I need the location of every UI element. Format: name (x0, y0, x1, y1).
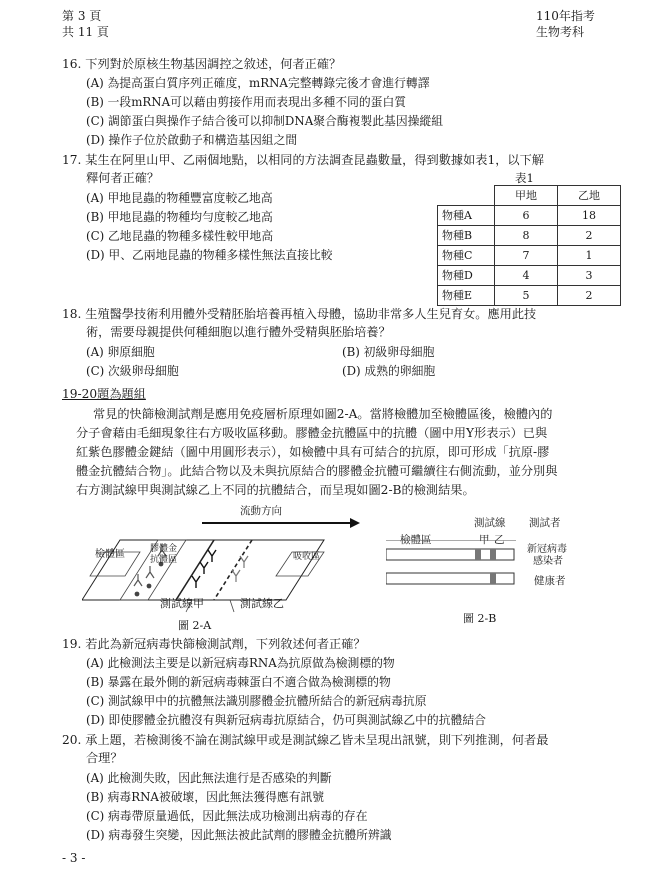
total-pages: 共 11 頁 (62, 25, 109, 39)
table-row-header: 物種D (438, 266, 495, 286)
q16-option-a: (A) 為提高蛋白質序列正確度，mRNA完整轉錄完後才會進行轉譯 (86, 76, 430, 90)
infected-line-a (475, 549, 481, 560)
healthy-line-b (490, 573, 496, 584)
q18-option-a: (A) 卵原細胞 (86, 345, 155, 359)
table-row (438, 286, 621, 306)
table-cell: 6 (495, 206, 558, 226)
q16-option-b: (B) 一段mRNA可以藉由剪接作用而表現出多種不同的蛋白質 (86, 95, 407, 109)
table-row (438, 226, 621, 246)
figure-2a (82, 500, 372, 630)
absorb-zone-label: 吸收區 (293, 552, 321, 562)
table-cell: 1 (558, 246, 621, 266)
q19-option-b: (B) 暴露在最外側的新冠病毒棘蛋白不適合做為檢測標的物 (86, 675, 391, 689)
gold-particle-icon (147, 584, 152, 589)
fig2b-testline-label: 測試線 (474, 517, 506, 529)
table-row (438, 266, 621, 286)
table-header-cell: 乙地 (558, 186, 621, 206)
fig2b-jia-label: 甲 (479, 534, 490, 546)
gold-particle-icon (135, 592, 140, 597)
q20-option-d: (D) 病毒發生突變，因此無法被此試劑的膠體金抗體所辨識 (86, 828, 392, 842)
gold-antibody-zone-label (150, 544, 177, 566)
q17-option-c: (C) 乙地昆蟲的物種多樣性較甲地高 (86, 229, 274, 243)
table-cell: 3 (558, 266, 621, 286)
flow-direction-label: 流動方向 (240, 505, 282, 517)
table-cell: 2 (558, 286, 621, 306)
infected-line-b (490, 549, 496, 560)
table-row (438, 246, 621, 266)
table-row-header: 物種B (438, 226, 495, 246)
group-paragraph-line4: 體金抗體結合物」。此結合物以及未與抗原結合的膠體金抗體可繼續往右側流動，並分別與 (76, 464, 558, 478)
q19-option-c: (C) 測試線甲中的抗體無法識別膠體金抗體所結合的新冠病毒抗原 (86, 694, 427, 708)
q20-stem-line1: 20. 承上題，若檢測後不論在測試線甲或是測試線乙皆未呈現出訊號，則下列推測，何者最 (62, 733, 549, 747)
test-line-a-mark (176, 540, 214, 600)
table-row-header: 物種A (438, 206, 495, 226)
table1 (437, 185, 621, 306)
figure-2b-caption: 圖 2-B (463, 612, 497, 625)
exam-year: 110年指考 (536, 9, 595, 23)
q19-stem: 19. 若此為新冠病毒快篩檢測試劑，下列敘述何者正確？ (62, 637, 366, 651)
q16-option-d: (D) 操作子位於啟動子和構造基因組之間 (86, 133, 298, 147)
q19-option-d: (D) 即使膠體金抗體沒有與新冠病毒抗原結合，仍可與測試線乙中的抗體結合 (86, 713, 486, 727)
table-row-header: 物種E (438, 286, 495, 306)
table-cell: 5 (495, 286, 558, 306)
subject-name: 生物考科 (536, 25, 585, 39)
q18-stem-line2: 術，需要母親提供何種細胞以進行體外受精與胚胎培養？ (86, 325, 391, 339)
table-cell: 4 (495, 266, 558, 286)
q18-option-d: (D) 成熟的卵細胞 (342, 364, 436, 378)
gold-label-line1: 膠體金 (150, 544, 178, 554)
test-line-b-mark (214, 540, 252, 600)
label-pointer (230, 600, 234, 612)
table-cell: 18 (558, 206, 621, 226)
q19-option-a: (A) 此檢測法主要是以新冠病毒RNA為抗原做為檢測標的物 (86, 656, 395, 670)
group-paragraph-line2: 分子會藉由毛細現象往右方吸收區移動。膠體金抗體區中的抗體（圖中用Y形表示）已與 (76, 426, 548, 440)
table-cell: 8 (495, 226, 558, 246)
table1-caption: 表1 (515, 171, 534, 185)
test-line-a-label: 測試線甲 (160, 597, 204, 610)
q20-option-a: (A) 此檢測失敗，因此無法進行是否感染的判斷 (86, 771, 332, 785)
gold-label-line2: 抗體區 (150, 554, 178, 565)
q16-stem: 16. 下列對於原核生物基因調控之敘述，何者正確？ (62, 57, 342, 71)
q20-option-b: (B) 病毒RNA被破壞，因此無法獲得應有訊號 (86, 790, 325, 804)
sample-zone-label: 檢體區 (95, 549, 125, 560)
group-paragraph-line3: 紅紫色膠體金鍵結（圖中用圓形表示），如檢體中具有可結合的抗原，即可形成「抗原-膠 (76, 445, 550, 459)
q17-option-d: (D) 甲、乙兩地昆蟲的物種多樣性無法直接比較 (86, 248, 333, 262)
q16-option-c: (C) 調節蛋白與操作子結合後可以抑制DNA聚合酶複製此基因操縱組 (86, 114, 444, 128)
q20-stem-line2: 合理？ (86, 751, 123, 765)
page-number: 第 3 頁 (62, 9, 102, 23)
group-paragraph-line5: 右方測試線甲與測試線乙上不同的抗體結合，而呈現如圖2-B的檢測結果。 (76, 483, 475, 497)
infected-label-line2: 感染者 (533, 555, 563, 567)
table-corner (438, 186, 495, 206)
infected-label-line1: 新冠病毒 (527, 544, 567, 555)
fig2b-infected-label (527, 544, 567, 567)
q17-option-b: (B) 甲地昆蟲的物種均勻度較乙地高 (86, 210, 273, 224)
table-header-row (438, 186, 621, 206)
table-row (438, 206, 621, 226)
table-header-cell: 甲地 (495, 186, 558, 206)
q18-option-b: (B) 初級卵母細胞 (342, 345, 435, 359)
q17-stem-line2: 釋何者正確？ (86, 171, 160, 185)
q20-option-c: (C) 病毒帶原量過低，因此無法成功檢測出病毒的存在 (86, 809, 368, 823)
group-title: 19-20題為題組 (62, 387, 146, 401)
fig2b-subject-header: 測試者 (529, 517, 561, 529)
table-cell: 7 (495, 246, 558, 266)
figure-2b (386, 540, 516, 595)
group-paragraph-line1: 常見的快篩檢測試劑是應用免疫層析原理如圖2-A。當將檢體加至檢體區後，檢體內的 (93, 407, 553, 421)
test-line-b-label: 測試線乙 (240, 597, 284, 610)
table-cell: 2 (558, 226, 621, 246)
q18-option-c: (C) 次級卵母細胞 (86, 364, 179, 378)
q17-option-a: (A) 甲地昆蟲的物種豐富度較乙地高 (86, 191, 273, 205)
q17-stem-line1: 17. 某生在阿里山甲、乙兩個地點，以相同的方法調查昆蟲數量，得到數據如表1，以下解 (62, 153, 544, 167)
flow-arrowhead-icon (350, 518, 360, 528)
q18-stem-line1: 18. 生殖醫學技術利用體外受精胚胎培養再植入母體，協助非常多人生兒育女。應用此技 (62, 307, 537, 321)
page-footer: - 3 - (62, 851, 86, 865)
figure-2a-caption: 圖 2-A (178, 619, 212, 632)
fig2b-sample-label: 檢體區 (400, 534, 432, 546)
table-row-header: 物種C (438, 246, 495, 266)
fig2b-yi-label: 乙 (494, 534, 505, 546)
fig2b-healthy-label: 健康者 (534, 575, 566, 587)
